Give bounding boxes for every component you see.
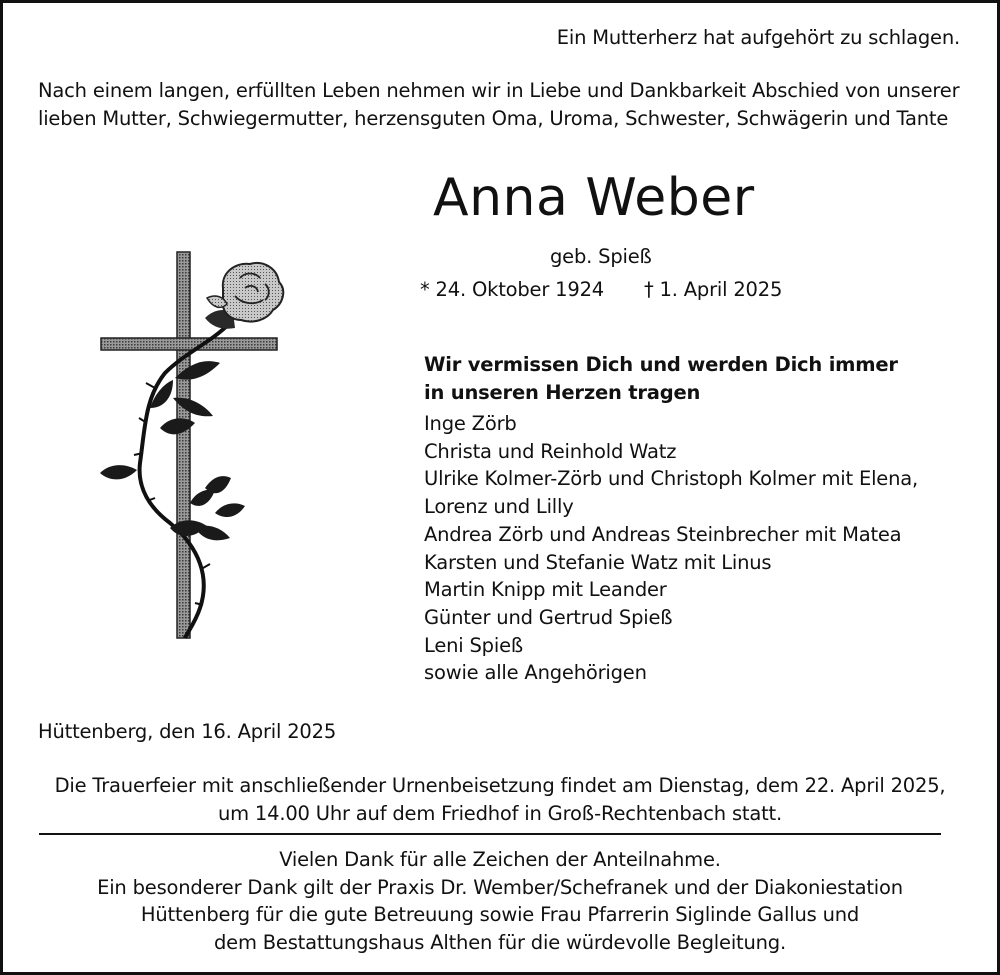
intro-text (38, 77, 968, 133)
mourners-list (424, 410, 918, 687)
mourner-entry: Andrea Zörb und Andreas Steinbrecher mit Matea (424, 522, 902, 546)
mourner-entry: sowie alle Angehörigen (424, 661, 647, 685)
mourner-entry: Martin Knipp mit Leander (424, 578, 667, 602)
message-line: in unseren Herzen tragen (424, 381, 701, 404)
mourner-entry: Christa und Reinhold Watz (424, 439, 677, 463)
mourner-entry: Lorenz und Lilly (424, 495, 574, 519)
message-line: Wir vermissen Dich und werden Dich immer (424, 353, 898, 376)
mourner-entry: Leni Spieß (424, 633, 523, 657)
life-dates (420, 276, 782, 304)
thanks-line: Ein besonderer Dank gilt der Praxis Dr. Wember/Schefranek und der Diakoniestation (97, 875, 903, 899)
mourner-entry: Inge Zörb (424, 412, 517, 435)
cross-with-rose-icon (95, 248, 285, 648)
thanks-line: dem Bestattungshaus Althen für die würdevolle Begleitung. (213, 930, 786, 954)
mourner-entry: Günter und Gertrud Spieß (424, 605, 673, 629)
intro-line: Nach einem langen, erfüllten Leben nehmen wir in Liebe und Dankbarkeit Abschied von unserer (38, 79, 960, 102)
death-date: † 1. April 2025 (644, 278, 783, 301)
divider (39, 833, 941, 835)
ceremony-line: um 14.00 Uhr auf dem Friedhof in Groß-Rechtenbach statt. (217, 802, 782, 825)
deceased-name: Anna Weber (433, 168, 755, 228)
birth-name: geb. Spieß (550, 245, 652, 268)
thanks-line: Vielen Dank für alle Zeichen der Anteilnahme. (279, 848, 721, 871)
birth-date: * 24. Oktober 1924 (420, 278, 604, 301)
thanks-line: Hüttenberg für die gute Betreuung sowie Frau Pfarrerin Siglinde Gallus und (140, 903, 860, 926)
mourner-entry: Ulrike Kolmer-Zörb und Christoph Kolmer mit Elena, (424, 467, 919, 491)
heading: Ein Mutterherz hat aufgehört zu schlagen. (556, 26, 960, 49)
thanks-text (0, 846, 1000, 956)
ceremony-info (0, 772, 1000, 828)
remembrance-message (424, 351, 898, 407)
intro-line: lieben Mutter, Schwiegermutter, herzensguten Oma, Uroma, Schwester, Schwägerin und Tante (38, 107, 949, 130)
ceremony-line: Die Trauerfeier mit anschließender Urnenbeisetzung findet am Dienstag, dem 22. April 2025, (54, 774, 946, 797)
place-and-date: Hüttenberg, den 16. April 2025 (38, 720, 337, 743)
mourner-entry: Karsten und Stefanie Watz mit Linus (424, 550, 772, 574)
